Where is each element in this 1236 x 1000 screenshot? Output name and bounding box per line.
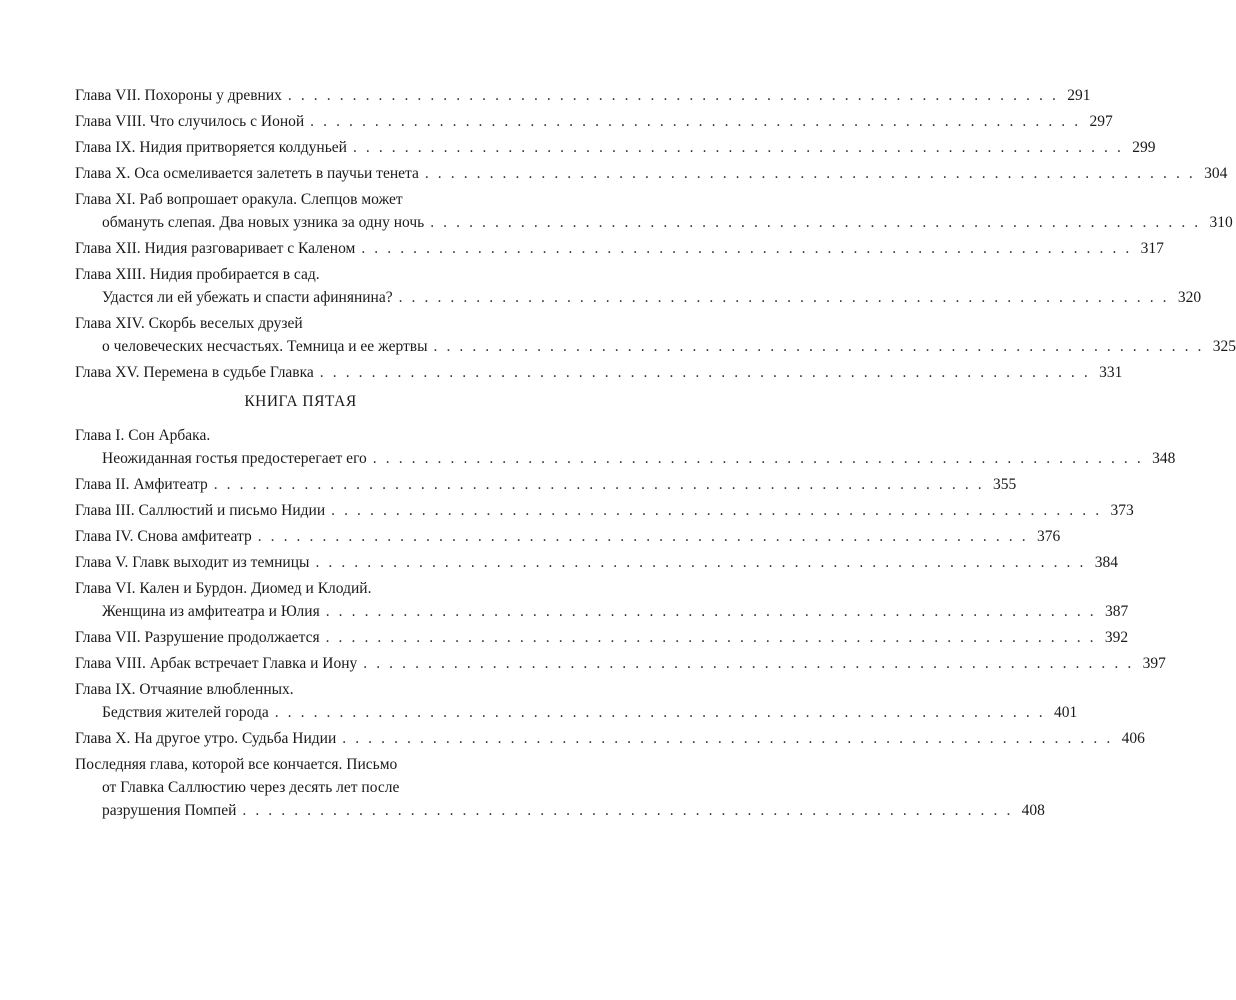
toc-entry-line: от Главка Саллюстию через десять лет после [102,779,400,796]
toc-entry-title: Глава II. Амфитеатр [75,476,208,493]
book-five-heading: КНИГА ПЯТАЯ [244,393,357,410]
toc-entry-page-number: 304 [1204,165,1228,182]
toc-entry-page-number: 348 [1152,450,1176,467]
toc-entry-page-number: 320 [1177,289,1202,306]
toc-entry-page-number: 291 [1067,87,1091,104]
dot-leader: . . . . . . . . . . . . . . . . . . . . . . . . . . . . . . . . . . . . . . . . . . . . . . . . . . . . . . . . . . . . [287,87,1059,104]
toc-entry-title: Глава III. Саллюстий и письмо Нидии [75,502,326,519]
toc-entry-last-line [75,499,1134,522]
toc-entry-last-line [75,110,1113,133]
toc-entry-last-line [75,652,1166,675]
dot-leader: . . . . . . . . . . . . . . . . . . . . . . . . . . . . . . . . . . . . . . . . . . . . . . . . . . . . . . . . . . . . [274,704,1046,721]
dot-leader: . . . . . . . . . . . . . . . . . . . . . . . . . . . . . . . . . . . . . . . . . . . . . . . . . . . . . . . . . . . . [430,214,1201,231]
toc-entry-title: Женщина из амфитеатра и Юлия [102,603,320,620]
dot-leader: . . . . . . . . . . . . . . . . . . . . . . . . . . . . . . . . . . . . . . . . . . . . . . . . . . . . . . . . . . . . [433,338,1205,355]
dot-leader: . . . . . . . . . . . . . . . . . . . . . . . . . . . . . . . . . . . . . . . . . . . . . . . . . . . . . . . . . . . . [242,802,1013,819]
dot-leader: . . . . . . . . . . . . . . . . . . . . . . . . . . . . . . . . . . . . . . . . . . . . . . . . . . . . . . . . . . . . [361,240,1132,257]
dot-leader: . . . . . . . . . . . . . . . . . . . . . . . . . . . . . . . . . . . . . . . . . . . . . . . . . . . . . . . . . . . . [213,476,985,493]
toc-entry-last-line [75,551,1118,574]
toc-entry-page-number: 392 [1104,629,1129,646]
dot-leader: . . . . . . . . . . . . . . . . . . . . . . . . . . . . . . . . . . . . . . . . . . . . . . . . . . . . . . . . . . . . [310,113,1081,130]
toc-entry-title: Глава VII. Похороны у древних [75,87,282,104]
toc-entry [75,237,1164,260]
dot-leader: . . . . . . . . . . . . . . . . . . . . . . . . . . . . . . . . . . . . . . . . . . . . . . . . . . . . . . . . . . . . [325,629,1097,646]
toc-entry-title: Глава X. На другое утро. Судьба Нидии [75,730,337,747]
toc-entry [75,424,1176,470]
toc-entry [75,652,1166,675]
dot-leader: . . . . . . . . . . . . . . . . . . . . . . . . . . . . . . . . . . . . . . . . . . . . . . . . . . . . . . . . . . . . [315,554,1086,571]
dot-leader: . . . . . . . . . . . . . . . . . . . . . . . . . . . . . . . . . . . . . . . . . . . . . . . . . . . . . . . . . . . . [331,502,1102,519]
toc-entry-page-number: 325 [1212,338,1236,355]
toc-entry-last-line [75,136,1156,159]
toc-entry-title: Глава IV. Снова амфитеатр [75,528,252,545]
toc-entry [75,110,1113,133]
toc-entry-title: Бедствия жителей города [102,704,269,721]
toc-entry [75,263,1202,309]
toc-entry-page-number: 408 [1021,802,1045,819]
toc-entry-title: Глава VIII. Арбак встречает Главка и Иону [75,655,358,672]
toc-entry-title: Удастся ли ей убежать и спасти афинянина? [102,289,393,306]
toc-entry-page-number: 376 [1036,528,1061,545]
dot-leader: . . . . . . . . . . . . . . . . . . . . . . . . . . . . . . . . . . . . . . . . . . . . . . . . . . . . . . . . . . . . [398,289,1170,306]
toc-entry-page-number: 397 [1142,655,1166,672]
toc-entry-last-line [75,211,1233,234]
toc-entry-page-number: 401 [1054,704,1078,721]
toc-entry-page-number: 297 [1089,113,1113,130]
dot-leader: . . . . . . . . . . . . . . . . . . . . . . . . . . . . . . . . . . . . . . . . . . . . . . . . . . . . . . . . . . . . [424,165,1196,182]
toc-entry-last-line [75,84,1091,107]
toc-entry [75,473,1017,496]
toc-entry [75,499,1134,522]
toc-entry [75,84,1091,107]
toc-entry-line: Глава XIV. Скорбь веселых друзей [75,315,303,332]
toc-entry-last-line [75,525,1061,548]
toc-entry [75,136,1156,159]
toc-entry-title: Глава XV. Перемена в судьбе Главка [75,364,314,381]
toc-entry-last-line [75,237,1164,260]
toc-entry-line: Глава IX. Отчаяние влюбленных. [75,681,294,698]
toc-entry-title: о человеческих несчастьях. Темница и ее жертвы [102,338,428,355]
toc-entry-last-line [75,626,1129,649]
toc-entry-page-number: 384 [1094,554,1118,571]
toc-entry [75,162,1228,185]
toc-entry-last-line [75,600,1129,623]
toc-entry-title: Глава V. Главк выходит из темницы [75,554,310,571]
toc-entry [75,678,1078,724]
toc-entry-page-number: 317 [1140,240,1164,257]
toc-entry-last-line [75,701,1078,724]
toc-entry [75,525,1061,548]
toc-entry-page-number: 331 [1099,364,1123,381]
toc-entry [75,361,1123,384]
toc-entry-title: обмануть слепая. Два новых узника за одну ночь [102,214,425,231]
toc-entry-line: Глава VI. Кален и Бурдон. Диомед и Клодий. [75,580,372,597]
dot-leader: . . . . . . . . . . . . . . . . . . . . . . . . . . . . . . . . . . . . . . . . . . . . . . . . . . . . . . . . . . . . [363,655,1134,672]
dot-leader: . . . . . . . . . . . . . . . . . . . . . . . . . . . . . . . . . . . . . . . . . . . . . . . . . . . . . . . . . . . . [325,603,1097,620]
toc-entry-title: Глава VII. Разрушение продолжается [75,629,320,646]
toc-entry-line: Последняя глава, которой все кончается. Письмо [75,756,398,773]
dot-leader: . . . . . . . . . . . . . . . . . . . . . . . . . . . . . . . . . . . . . . . . . . . . . . . . . . . . . . . . . . . . [372,450,1144,467]
toc-entry-last-line [75,473,1017,496]
toc-entry-last-line [75,162,1228,185]
toc-entry-page-number: 387 [1105,603,1129,620]
dot-leader: . . . . . . . . . . . . . . . . . . . . . . . . . . . . . . . . . . . . . . . . . . . . . . . . . . . . . . . . . . . . [342,730,1113,747]
toc-entry [75,753,1045,822]
toc-entry-title: Неожиданная гостья предостерегает его [102,450,367,467]
toc-entry [75,626,1129,649]
toc-section-book-four [75,84,1236,387]
toc-entry-last-line [75,727,1145,750]
toc-entry-page-number: 355 [993,476,1017,493]
toc-entry-line: Глава XI. Раб вопрошает оракула. Слепцов может [75,191,403,208]
toc-entry-page-number: 299 [1132,139,1156,156]
toc-entry-last-line [75,361,1123,384]
toc-entry-title: Глава X. Оса осмеливается залететь в паучьи тенета [75,165,419,182]
dot-leader: . . . . . . . . . . . . . . . . . . . . . . . . . . . . . . . . . . . . . . . . . . . . . . . . . . . . . . . . . . . . [319,364,1091,381]
toc-entry-title: Глава XII. Нидия разговаривает с Каленом [75,240,356,257]
toc-entry [75,312,1236,358]
toc-entry-page-number: 373 [1110,502,1134,519]
toc-entry [75,727,1145,750]
toc-entry [75,577,1129,623]
dot-leader: . . . . . . . . . . . . . . . . . . . . . . . . . . . . . . . . . . . . . . . . . . . . . . . . . . . . . . . . . . . . [257,528,1029,545]
toc-entry-title: Глава IX. Нидия притворяется колдуньей [75,139,347,156]
toc-entry-last-line [75,799,1045,822]
toc-entry-title: Глава VIII. Что случилось с Ионой [75,113,305,130]
toc-entry-line: Глава I. Сон Арбака. [75,427,211,444]
toc-entry [75,551,1118,574]
toc-entry-page-number: 406 [1121,730,1145,747]
toc-entry-last-line [75,447,1176,470]
toc-entry-page-number: 310 [1209,214,1233,231]
toc-entry-title: разрушения Помпей [102,802,237,819]
toc-entry-last-line [75,286,1202,309]
toc-entry-last-line [75,335,1236,358]
toc-entry-line: Глава XIII. Нидия пробирается в сад. [75,266,320,283]
toc-entry [75,188,1233,234]
dot-leader: . . . . . . . . . . . . . . . . . . . . . . . . . . . . . . . . . . . . . . . . . . . . . . . . . . . . . . . . . . . . [352,139,1124,156]
toc-section-book-five [75,424,1176,825]
